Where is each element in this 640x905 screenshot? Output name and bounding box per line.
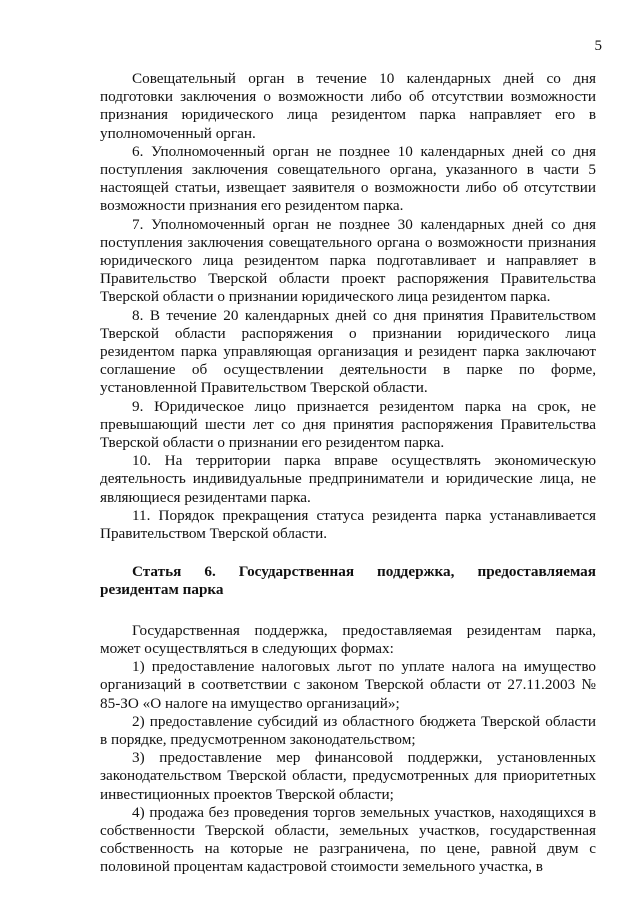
paragraph: Совещательный орган в течение 10 календарных дней со дня подготовки заключения о возможности либо об отсутствии возможности признания юридического лица резидентом парка направляет его в уполномоченный орган.	[100, 70, 596, 142]
list-item: 3) предоставление мер финансовой поддержки, установленных законодательством Тверской области, предусмотренных для приоритетных инвестиционных проектов Тверской области;	[100, 749, 596, 803]
paragraph: 11. Порядок прекращения статуса резидента парка устанавливается Правительством Тверской области.	[100, 506, 596, 543]
paragraph: 8. В течение 20 календарных дней со дня принятия Правительством Тверской области распоряжения о признании юридического лица резидентом парка управляющая организация и резидент парка заключают соглашение об осуществлении деятельности в парке по форме, установленной Правительством Тверской области.	[100, 306, 596, 397]
list-item: 4) продажа без проведения торгов земельных участков, находящихся в собственности Тверской области, земельных участков, государственная собственность на которые не разграничена, по цене, равной двум с половиной процентам кадастровой стоимости земельного участка, в	[100, 803, 596, 876]
paragraph: 7. Уполномоченный орган не позднее 30 календарных дней со дня поступления заключения совещательного органа о возможности признания юридического лица резидентом парка подготавливает и направляет в Правительство Тверской области проект распоряжения Правительства Тверской области о признании юридического лица резидентом парка.	[100, 215, 596, 306]
paragraph: 10. На территории парка вправе осуществлять экономическую деятельность индивидуальные предприниматели и юридические лица, не являющиеся резидентами парка.	[100, 452, 596, 506]
page-number: 5	[594, 38, 602, 54]
paragraph: 9. Юридическое лицо признается резидентом парка на срок, не превышающий шести лет со дня принятия распоряжения Правительства Тверской области о признании его резидентом парка.	[100, 397, 596, 452]
article-heading: Статья 6. Государственная поддержка, предоставляемая резидентам парка	[100, 563, 596, 599]
document-body	[100, 70, 596, 877]
list-item: 2) предоставление субсидий из областного бюджета Тверской области в порядке, предусмотренном законодательством;	[100, 712, 596, 748]
paragraph: 6. Уполномоченный орган не позднее 10 календарных дней со дня поступления заключения совещательного органа, указанного в части 5 настоящей статьи, извещает заявителя о возможности либо об отсутствии возможности признания его резидентом парка.	[100, 142, 596, 215]
paragraph: Государственная поддержка, предоставляемая резидентам парка, может осуществляться в следующих формах:	[100, 621, 596, 657]
list-item: 1) предоставление налоговых льгот по уплате налога на имущество организаций в соответствии с законом Тверской области от 27.11.2003 № 85-ЗО «О налоге на имущество организаций»;	[100, 658, 596, 712]
